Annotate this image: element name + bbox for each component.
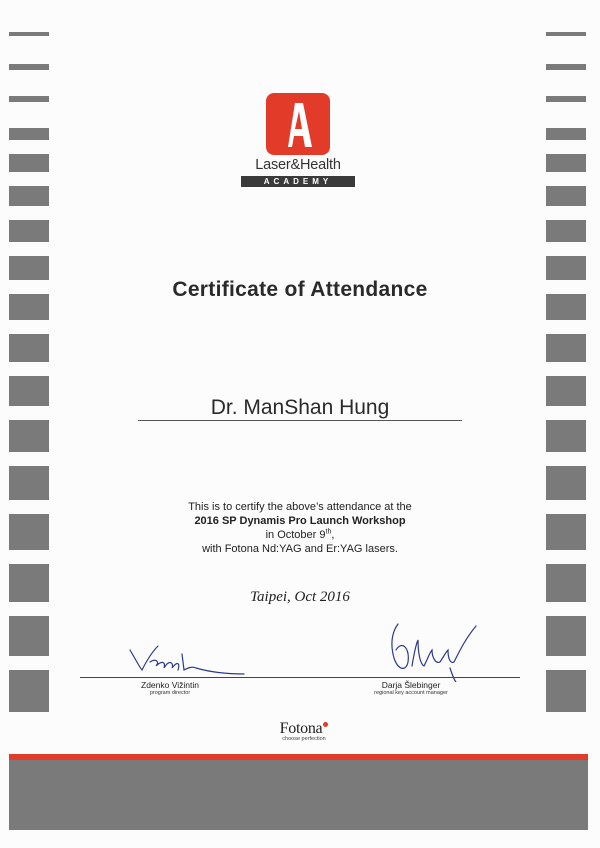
border-stripe (546, 128, 586, 140)
border-stripe (9, 128, 49, 140)
border-stripe (546, 220, 586, 242)
letter-a-icon (266, 93, 330, 155)
border-stripe (9, 32, 49, 36)
recipient-name: Dr. ManShan Hung (210, 396, 390, 419)
border-stripe (9, 256, 49, 280)
logo-name: Laser&Health (255, 157, 341, 173)
border-stripe (546, 466, 586, 500)
event-date-comma: , (331, 529, 335, 541)
border-stripe (9, 334, 49, 362)
border-stripe (9, 670, 49, 712)
recipient-underline (138, 420, 462, 421)
border-stripe (9, 186, 49, 206)
logo-subtitle: ACADEMY (241, 176, 355, 187)
place-and-date: Taipei, Oct 2016 (250, 589, 350, 605)
signatory-name: Darja Šlebinger (381, 680, 441, 690)
fotona-logo (264, 720, 344, 742)
fotona-dot-icon (323, 722, 328, 727)
event-date-ordinal: th (325, 528, 332, 536)
border-stripe (9, 64, 49, 70)
border-stripe (546, 154, 586, 172)
border-stripe (546, 256, 586, 280)
logo-mark (266, 93, 330, 155)
border-stripe (546, 616, 586, 656)
border-stripe (9, 154, 49, 172)
border-stripe (9, 466, 49, 500)
border-stripe (546, 186, 586, 206)
signature-left (126, 640, 246, 680)
signature-line (80, 677, 520, 678)
event-date-text: in October 9 (265, 529, 326, 541)
signatory-name: Zdenko Vižintin (141, 680, 199, 690)
event-date (100, 528, 500, 542)
right-border-stripes (546, 0, 586, 848)
certificate-title: Certificate of Attendance (172, 278, 428, 301)
border-stripe (9, 220, 49, 242)
border-stripe (546, 96, 586, 102)
signature-right (384, 618, 484, 682)
border-stripe (546, 334, 586, 362)
fotona-brand: Fotona (279, 720, 323, 737)
signatory-role: program director (149, 690, 191, 696)
border-stripe (546, 514, 586, 550)
certification-line-4: with Fotona Nd:YAG and Er:YAG lasers. (202, 543, 398, 555)
footer-gray-band (9, 760, 588, 830)
signatory-right (356, 680, 466, 696)
border-stripe (546, 670, 586, 712)
left-border-stripes (9, 0, 49, 848)
certification-line-1: This is to certify the above’s attendance at the (188, 501, 412, 513)
border-stripe (9, 96, 49, 102)
signatory-left (110, 680, 230, 696)
border-stripe (9, 420, 49, 452)
border-stripe (546, 64, 586, 70)
border-stripe (9, 514, 49, 550)
border-stripe (546, 32, 586, 36)
fotona-tagline: choose perfection (282, 736, 326, 742)
border-stripe (9, 616, 49, 656)
border-stripe (546, 420, 586, 452)
certification-text (100, 500, 500, 556)
event-name: 2016 SP Dynamis Pro Launch Workshop (194, 515, 406, 527)
signatory-role: regional key account manager (374, 690, 448, 696)
